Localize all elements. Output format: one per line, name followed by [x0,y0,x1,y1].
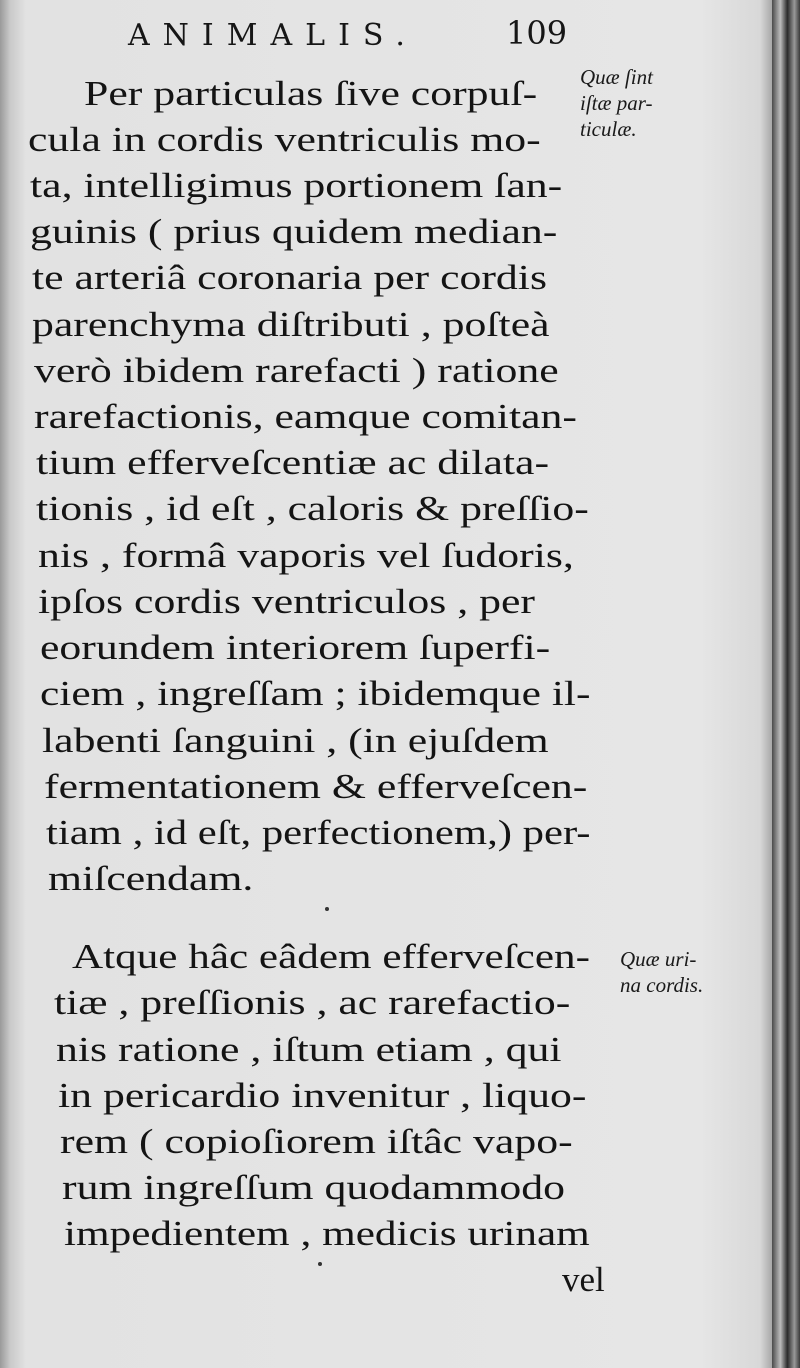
text-line: nis ratione , iſtum etiam , qui [56,1030,562,1069]
text-line: ciem , ingreſſam ; ibidemque il- [40,674,591,713]
text-line: Atque hâc eâdem efferveſcen- [72,937,590,976]
text-line: nis , formâ vaporis vel ſudoris, [38,536,574,575]
ink-speck [325,907,329,911]
margin-note-line: ticulæ. [580,117,637,141]
page-edge [772,0,800,1368]
text-line: tionis , id eſt , caloris & preſſio- [36,489,589,528]
margin-note-line: na cordis. [620,973,704,997]
text-line: tium efferveſcentiæ ac dilata- [36,443,550,482]
text-line: fermentationem & efferveſcen- [44,767,588,806]
text-line: te arteriâ coronaria per cordis [32,258,547,297]
margin-note-line: Quæ uri- [620,947,697,971]
text-line: eorundem interiorem ſuperfi- [40,628,551,667]
margin-note-line: Quæ ſint [580,65,653,89]
text-line: verò ibidem rarefacti ) ratione [34,351,559,390]
text-line: rarefactionis, eamque comitan- [34,397,577,436]
text-line: in pericardio invenitur , liquo- [58,1076,587,1115]
text-line: guinis ( prius quidem median- [30,212,558,251]
text-line: Per particulas ſive corpuſ- [84,74,538,113]
text-line: tiæ , preſſionis , ac rarefactio- [54,983,571,1022]
text-line: rum ingreſſum quodammodo [62,1168,566,1207]
text-line: impedientem , medicis urinam [64,1214,590,1253]
page-number: 109 [506,14,568,52]
text-line: cula in cordis ventriculis mo- [28,120,541,159]
margin-note-line: iſtæ par- [580,91,653,115]
text-line: ta, intelligimus portionem ſan- [30,166,563,205]
text-line: ipſos cordis ventriculos , per [38,582,535,621]
text-line: labenti ſanguini , (in ejuſdem [42,721,549,760]
catchword: vel [562,1260,605,1299]
text-line: miſcendam. [48,859,254,898]
text-line: parenchyma diſtributi , poſteà [32,305,550,344]
running-head: ANIMALIS. [128,18,418,53]
text-line: rem ( copioſiorem iſtâc vapo- [60,1122,573,1161]
text-line: tiam , id eſt, perfectionem,) per- [46,813,591,852]
ink-speck [318,1262,322,1266]
